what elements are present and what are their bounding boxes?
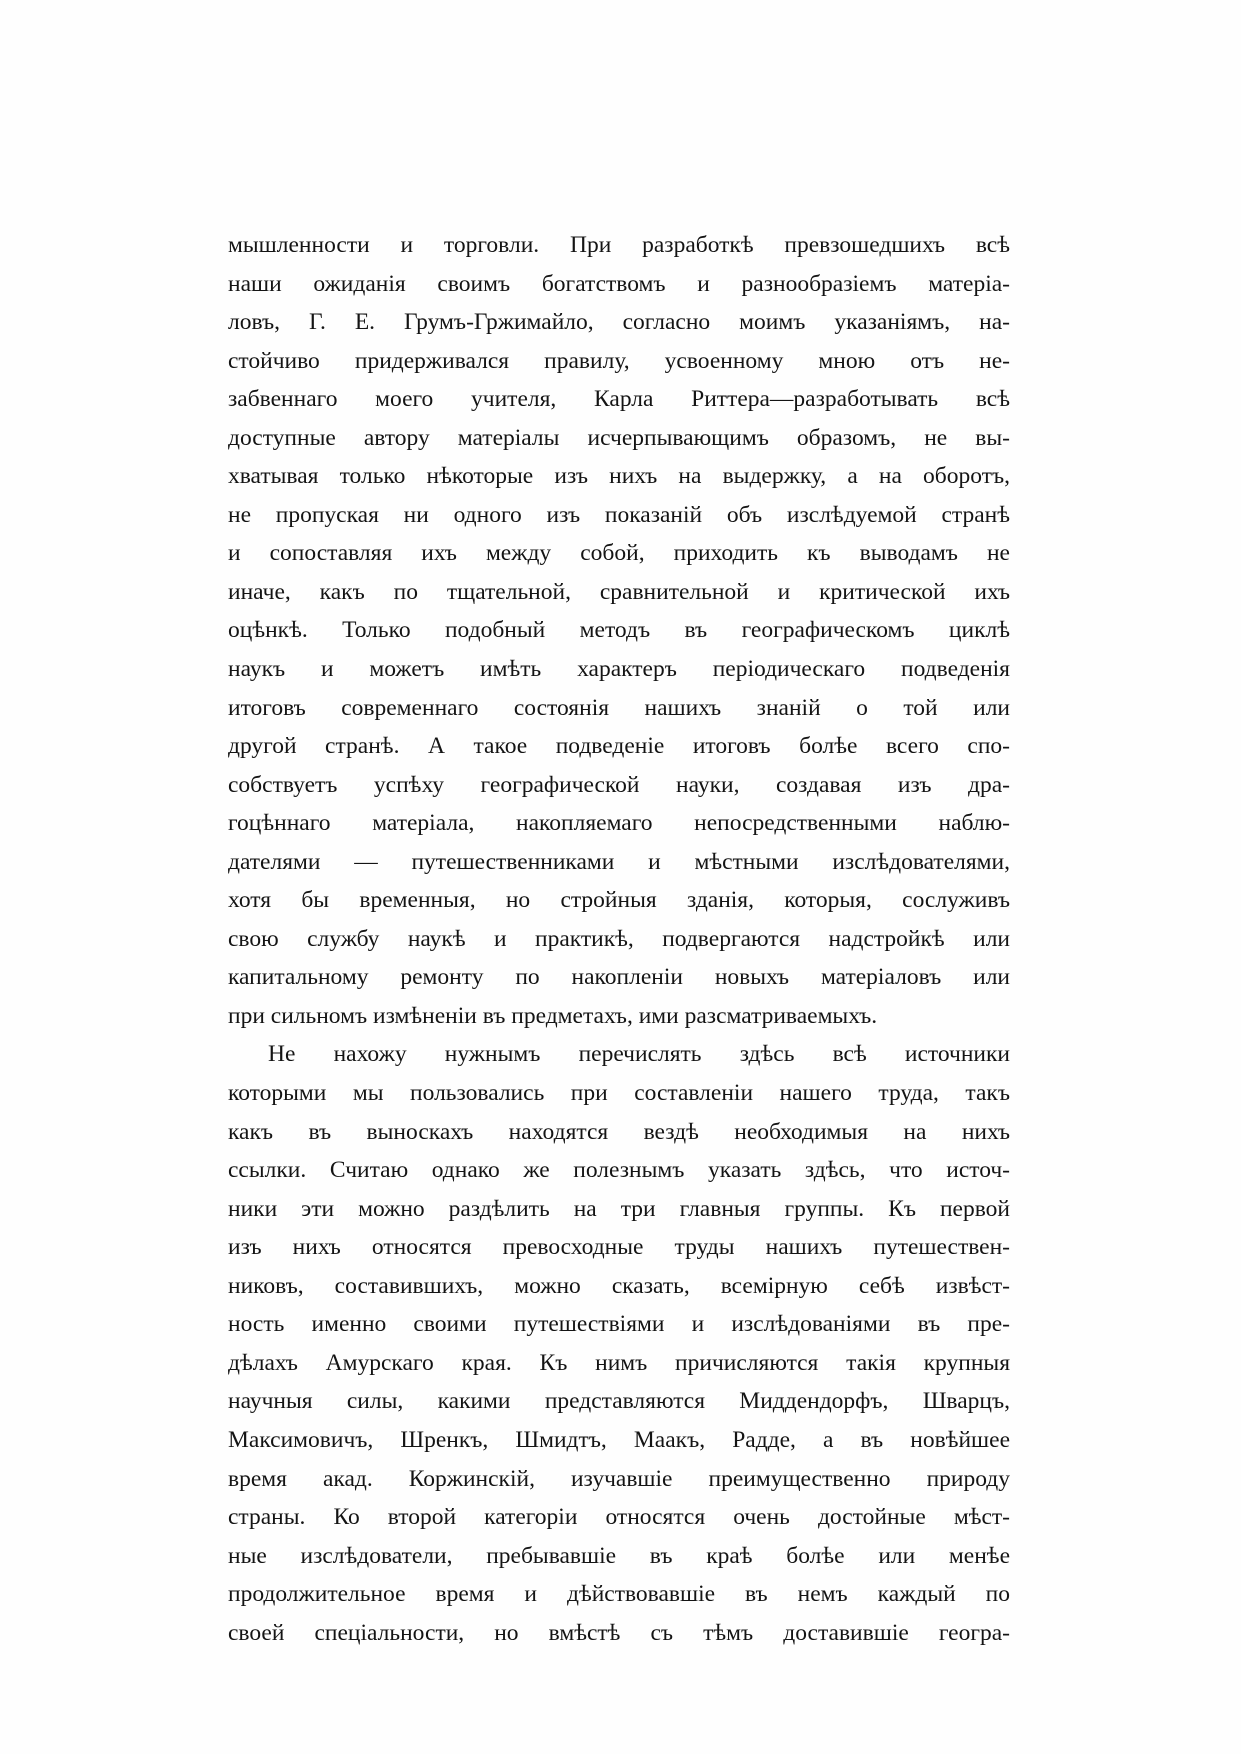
text-line: доступные автору матеріалы исчерпывающимъ образомъ, не вы- [228,424,1010,451]
text-line: продолжительное время и дѣйствовавшіе въ немъ каждый по [228,1581,1010,1608]
text-line: итоговъ современнаго состоянія нашихъ знаній о той или [228,694,1010,721]
text-line: наши ожиданія своимъ богатствомъ и разнообразіемъ матеріа- [228,270,1010,297]
text-line: гоцѣннаго матеріала, накопляемаго непосредственными наблю- [228,810,1010,837]
text-line: Максимовичъ, Шренкъ, Шмидтъ, Маакъ, Радде, а въ новѣйшее [228,1426,1010,1453]
text-line: ссылки. Считаю однако же полезнымъ указать здѣсь, что источ- [228,1157,1010,1184]
text-line: наукъ и можетъ имѣть характеръ періодическаго подведенія [228,656,1010,683]
text-line: ники эти можно раздѣлить на три главныя группы. Къ первой [228,1195,1010,1222]
text-line: дателями — путешественниками и мѣстными изслѣдователями, [228,848,1010,875]
text-line: оцѣнкѣ. Только подобный методъ въ географическомъ циклѣ [228,617,1010,644]
text-line: иначе, какъ по тщательной, сравнительной и критической ихъ [228,578,1010,605]
text-line: никовъ, составившихъ, можно сказать, всемірную себѣ извѣст- [228,1272,1010,1299]
paragraph-end-line: при сильномъ измѣненіи въ предметахъ, ими разсматриваемыхъ. [228,1002,878,1029]
text-line: хватывая только нѣкоторые изъ нихъ на выдержку, а на оборотъ, [228,463,1010,490]
text-line: научныя силы, какими представляются Миддендорфъ, Шварцъ, [228,1388,1010,1415]
text-line: ловъ, Г. Е. Грумъ-Гржимайло, согласно моимъ указаніямъ, на- [228,309,1010,336]
text-line: мышленности и торговли. При разработкѣ превзошедшихъ всѣ [228,232,1010,258]
text-line: своей спеціальности, но вмѣстѣ съ тѣмъ доставившіе геогра- [228,1619,1010,1646]
text-line: изъ нихъ относятся превосходные труды нашихъ путешествен- [228,1234,1010,1261]
body-text [228,226,1010,1652]
text-line: свою службу наукѣ и практикѣ, подвергаются надстройкѣ или [228,925,1010,952]
text-line: собствуетъ успѣху географической науки, создавая изъ дра- [228,771,1010,798]
text-line: страны. Ко второй категоріи относятся очень достойные мѣст- [228,1504,1010,1531]
text-line: ные изслѣдователи, пребывавшіе въ краѣ болѣе или менѣе [228,1542,1010,1569]
text-line: хотя бы временныя, но стройныя зданія, которыя, сослуживъ [228,887,1010,914]
text-line: капитальному ремонту по накопленіи новыхъ матеріаловъ или [228,964,1010,991]
text-line: не пропуская ни одного изъ показаній объ изслѣдуемой странѣ [228,501,1010,528]
text-line: дѣлахъ Амурскаго края. Къ нимъ причисляются такія крупныя [228,1349,1010,1376]
paragraph-start-line: Не нахожу нужнымъ перечислять здѣсь всѣ источники [268,1041,1010,1068]
text-line: стойчиво придерживался правилу, усвоенному мною отъ не- [228,347,1010,374]
text-line: какъ въ выноскахъ находятся вездѣ необходимыя на нихъ [228,1118,1010,1145]
text-line: забвеннаго моего учителя, Карла Риттера—разработывать всѣ [228,386,1010,413]
text-line: другой странѣ. А такое подведеніе итоговъ болѣе всего спо- [228,733,1010,760]
text-line: и сопоставляя ихъ между собой, приходить къ выводамъ не [228,540,1010,567]
text-line: ность именно своими путешествіями и изслѣдованіями въ пре- [228,1311,1010,1338]
text-line: которыми мы пользовались при составленіи нашего труда, такъ [228,1080,1010,1107]
text-line: время акад. Коржинскій, изучавшіе преимущественно природу [228,1465,1010,1492]
